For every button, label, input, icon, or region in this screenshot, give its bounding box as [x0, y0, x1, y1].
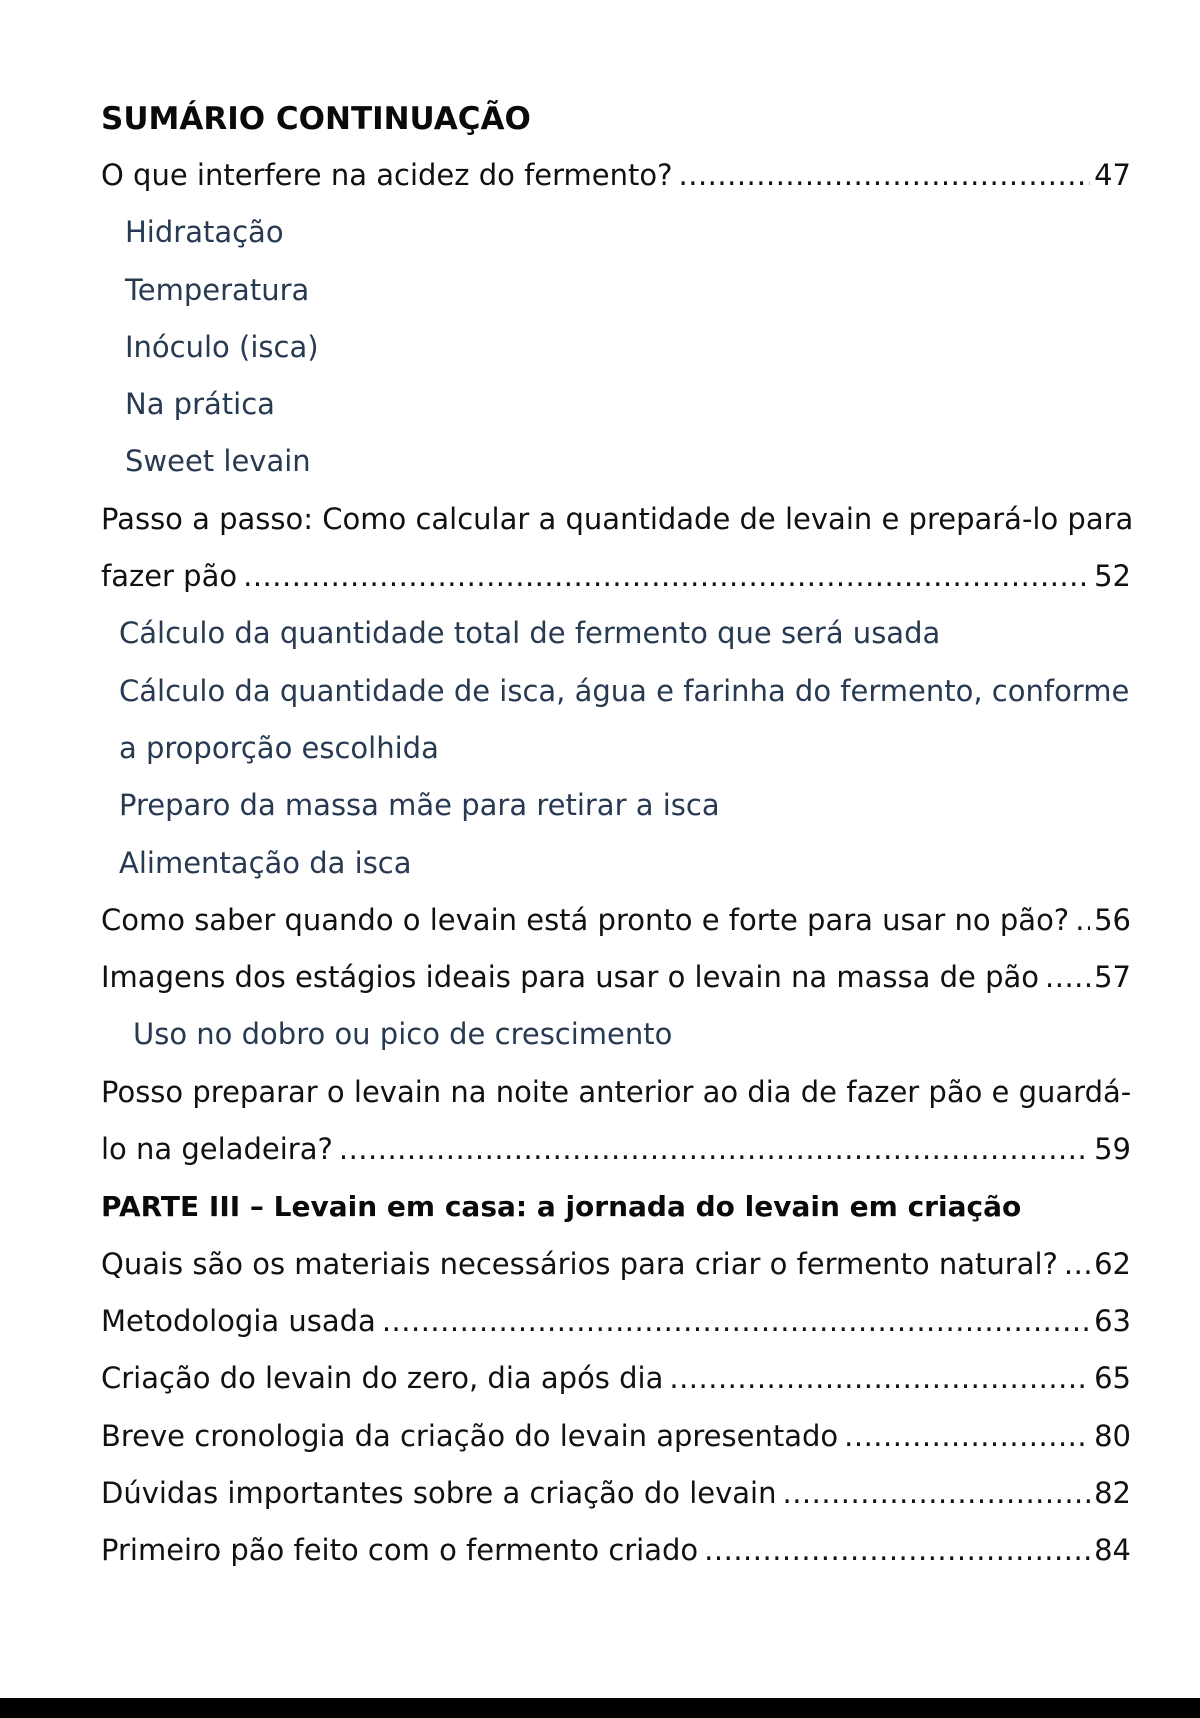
toc-page-number: 52 — [1094, 559, 1131, 594]
toc-page-number: 59 — [1094, 1132, 1131, 1167]
dot-leader — [382, 1293, 1090, 1350]
toc-entry — [101, 147, 1131, 204]
toc-subentry: a proporção escolhida — [119, 730, 439, 765]
toc-page-number: 63 — [1094, 1303, 1131, 1338]
toc-subentry: Preparo da massa mãe para retirar a isca — [119, 788, 720, 823]
toc-entry — [101, 892, 1131, 949]
toc-entry — [101, 1236, 1131, 1293]
toc-entry-label: Dúvidas importantes sobre a criação do levain — [101, 1475, 777, 1510]
dot-leader — [669, 1350, 1090, 1407]
toc-entry-label: Imagens dos estágios ideais para usar o levain na massa de pão — [101, 960, 1040, 995]
toc-page-number: 82 — [1094, 1475, 1131, 1510]
toc-page-number: 47 — [1094, 158, 1131, 192]
dot-leader — [1064, 1236, 1090, 1293]
toc-entry — [101, 949, 1131, 1006]
dot-leader — [243, 548, 1090, 605]
toc-subentry: Cálculo da quantidade total de fermento que será usada — [119, 616, 941, 651]
toc-page-number: 62 — [1094, 1246, 1131, 1281]
toc-entry-first-line: Passo a passo: Como calcular a quantidade de levain e prepará-lo para — [101, 501, 1134, 536]
bottom-black-bar — [0, 1698, 1200, 1718]
dot-leader — [844, 1408, 1090, 1465]
toc-page-number: 84 — [1094, 1533, 1131, 1568]
toc-entry-label: lo na geladeira? — [101, 1132, 333, 1167]
page-title: SUMÁRIO CONTINUAÇÃO — [101, 101, 531, 137]
toc-page-number: 56 — [1094, 902, 1131, 937]
dot-leader — [339, 1121, 1090, 1178]
toc-page-number: 80 — [1094, 1418, 1131, 1453]
toc-subentry: Sweet levain — [125, 444, 311, 479]
dot-leader — [679, 147, 1091, 204]
toc-entry — [101, 1465, 1131, 1522]
toc-subentry: Alimentação da isca — [119, 845, 412, 880]
toc-entry-label: O que interfere na acidez do fermento? — [101, 158, 673, 192]
toc-entry-label: fazer pão — [101, 559, 238, 594]
toc-page-number: 57 — [1094, 960, 1131, 995]
toc-subentry: Inóculo (isca) — [125, 329, 319, 364]
dot-leader — [782, 1465, 1090, 1522]
toc-entry — [101, 1121, 1131, 1178]
toc-entry — [101, 548, 1131, 605]
dot-leader — [1075, 892, 1090, 949]
toc-subentry: Cálculo da quantidade de isca, água e farinha do fermento, conforme — [119, 673, 1130, 708]
toc-entry-label: Metodologia usada — [101, 1303, 376, 1338]
toc-subentry: Temperatura — [125, 272, 310, 307]
dot-leader — [1045, 949, 1090, 1006]
part-heading: PARTE III – Levain em casa: a jornada do levain em criação — [101, 1190, 1022, 1224]
toc-entry — [101, 1408, 1131, 1465]
toc-entry — [101, 1293, 1131, 1350]
toc-page-number: 65 — [1094, 1361, 1131, 1396]
toc-subentry: Hidratação — [125, 215, 284, 250]
toc-entry-label: Primeiro pão feito com o fermento criado — [101, 1533, 699, 1568]
toc-subentry: Na prática — [125, 387, 275, 422]
toc-subentry: Uso no dobro ou pico de crescimento — [133, 1017, 673, 1052]
toc-entry-label: Quais são os materiais necessários para criar o fermento natural? — [101, 1246, 1058, 1281]
toc-entry-label: Como saber quando o levain está pronto e forte para usar no pão? — [101, 902, 1070, 937]
dot-leader — [704, 1522, 1090, 1579]
toc-entry-first-line: Posso preparar o levain na noite anterior ao dia de fazer pão e guardá- — [101, 1074, 1132, 1109]
toc-entry — [101, 1350, 1131, 1407]
table-of-contents — [101, 92, 1134, 1579]
toc-entry-label: Breve cronologia da criação do levain apresentado — [101, 1418, 839, 1453]
toc-entry-label: Criação do levain do zero, dia após dia — [101, 1361, 664, 1396]
toc-entry — [101, 1522, 1131, 1579]
